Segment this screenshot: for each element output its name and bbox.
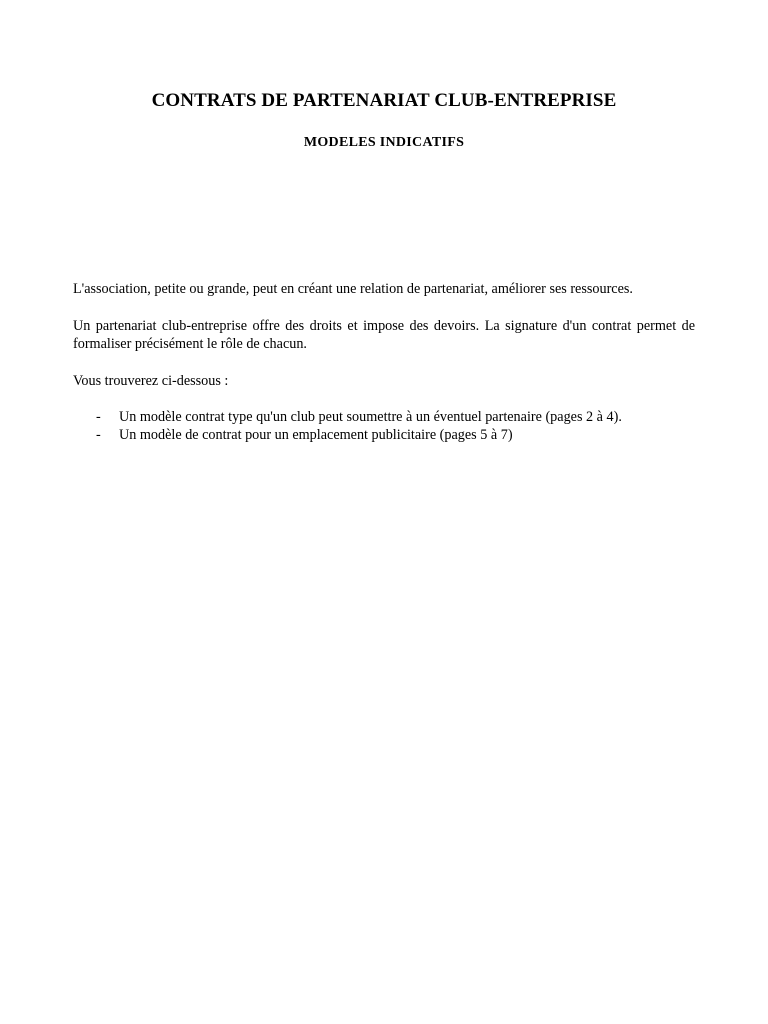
- list-item: [73, 426, 695, 444]
- list-item: [73, 408, 695, 426]
- list-item-text: Un modèle de contrat pour un emplacement publicitaire (pages 5 à 7): [119, 427, 513, 443]
- list-marker: -: [96, 409, 101, 425]
- list-marker: -: [96, 427, 101, 443]
- document-title: CONTRATS DE PARTENARIAT CLUB-ENTREPRISE: [151, 90, 617, 111]
- partnership-paragraph: Un partenariat club-entreprise offre des droits et impose des devoirs. La signature d'un contrat permet de formaliser précisément le rôle de chacun.: [73, 318, 695, 352]
- list-intro-paragraph: Vous trouverez ci-dessous :: [73, 373, 229, 389]
- models-list: [73, 408, 695, 444]
- intro-paragraph: L'association, petite ou grande, peut en créant une relation de partenariat, améliorer ses ressources.: [73, 281, 633, 297]
- document-subtitle: MODELES INDICATIFS: [303, 135, 465, 150]
- list-item-text: Un modèle contrat type qu'un club peut soumettre à un éventuel partenaire (pages 2 à 4).: [119, 409, 622, 425]
